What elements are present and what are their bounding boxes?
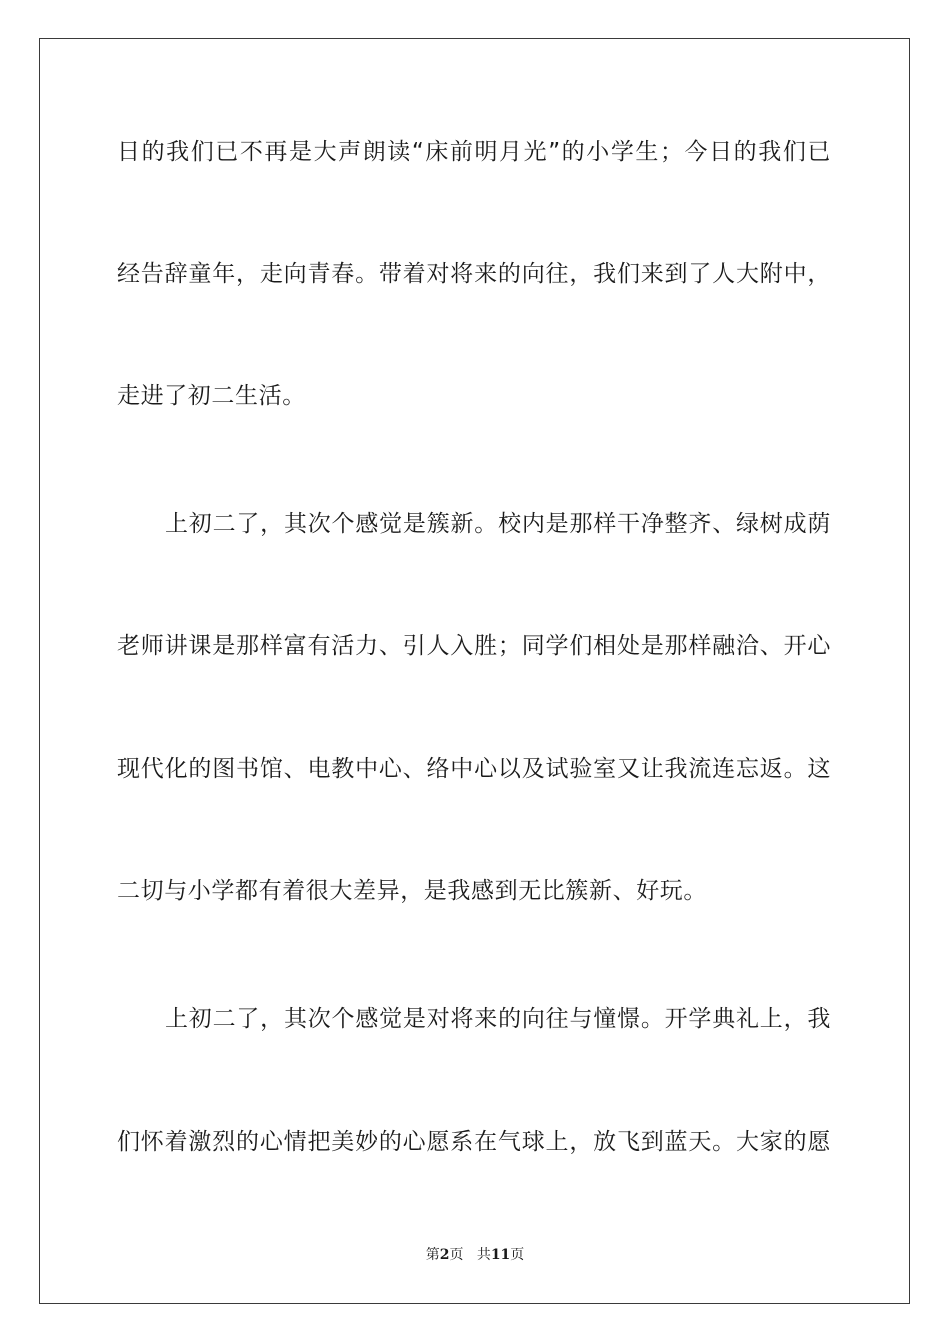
footer-page-prefix: 第: [425, 1247, 440, 1263]
text-line-8: 上初二了，其次个感觉是对将来的向往与憧憬。开学典礼上，我: [165, 1006, 831, 1032]
footer-total-number: 11: [490, 1247, 511, 1263]
footer-total-prefix: 共: [476, 1247, 491, 1263]
text-line-5: 老师讲课是那样富有活力、引人入胜；同学们相处是那样融洽、开心: [117, 633, 831, 659]
text-line-4: 上初二了，其次个感觉是簇新。校内是那样干净整齐、绿树成荫: [165, 511, 831, 537]
text-line-3: 走进了初二生活。: [117, 383, 306, 409]
text-line-6: 现代化的图书馆、电教中心、络中心以及试验室又让我流连忘返。这: [117, 756, 831, 782]
page-footer: [0, 1246, 950, 1264]
footer-page-number: 2: [439, 1247, 450, 1263]
text-line-2: 经告辞童年，走向青春。带着对将来的向往，我们来到了人大附中，: [117, 261, 831, 287]
page-border: [39, 38, 910, 1304]
footer-page-suffix: 页: [449, 1247, 464, 1263]
footer-total-suffix: 页: [510, 1247, 525, 1263]
text-line-9: 们怀着激烈的心情把美妙的心愿系在气球上，放飞到蓝天。大家的愿: [117, 1129, 831, 1155]
text-line-7: 二切与小学都有着很大差异，是我感到无比簇新、好玩。: [117, 878, 707, 904]
text-line-1: 日的我们已不再是大声朗读“床前明月光”的小学生；今日的我们已: [117, 139, 831, 165]
